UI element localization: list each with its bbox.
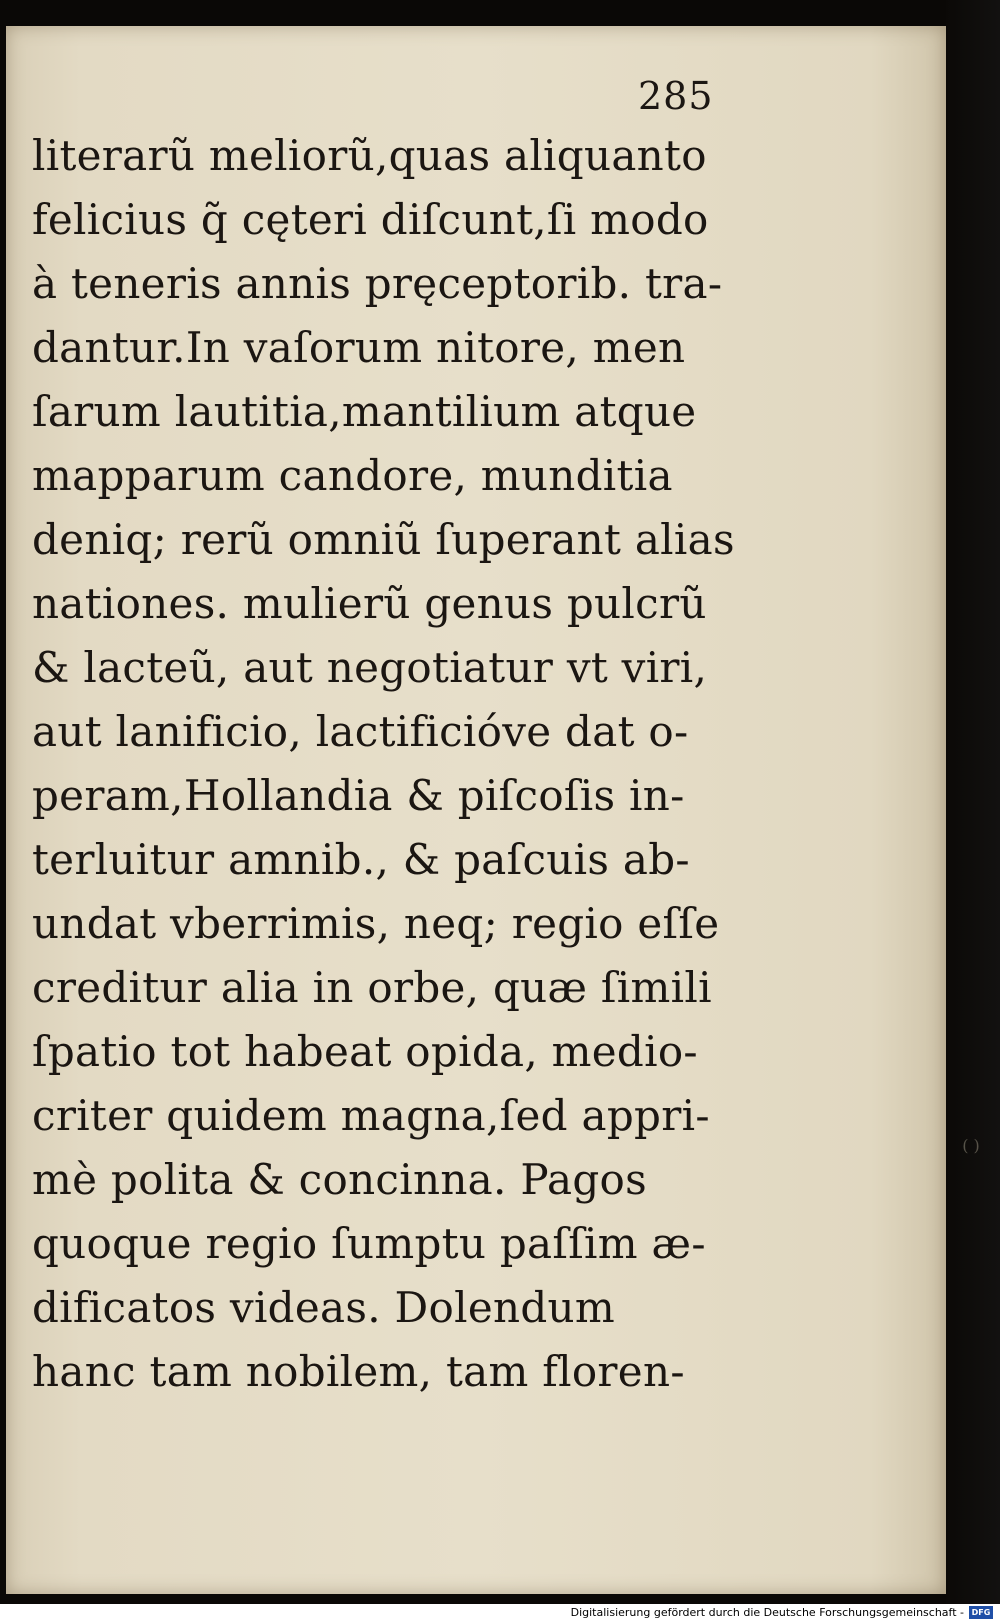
text-line: undat vberrimis, neq; regio eſſe [32,899,720,948]
text-line: dantur.In vaſorum nitore, men [32,323,686,372]
text-line: aut lanificio, lactificióve dat o- [32,707,689,756]
text-line: felicius q̃ cęteri diſcunt,ſi modo [32,195,709,244]
bracket-marks-icon: ( ) [962,1136,980,1155]
text-line: criter quidem magna,ſed appri- [32,1091,710,1140]
page-number: 285 [638,74,714,118]
text-line: terluitur amnib., & paſcuis ab- [32,835,690,884]
text-line: hanc tam nobilem, tam floren- [32,1347,685,1396]
text-line: peram,Hollandia & piſcoſis in- [32,771,685,820]
scan-background-right [946,0,1000,1621]
funding-credit: Digitalisierung gefördert durch die Deutsche Forschungsgemeinschaft - [570,1606,964,1619]
text-line: creditur alia in orbe, quæ ſimili [32,963,712,1012]
text-line: quoque regio ſumptu paſſim æ- [32,1219,706,1268]
book-page [6,26,949,1594]
text-line: à teneris annis pręceptorib. tra- [32,259,723,308]
text-line: literarũ meliorũ,quas aliquanto [32,131,707,180]
text-line: ſpatio tot habeat opida, medio- [32,1027,698,1076]
text-line: nationes. mulierũ genus pulcrũ [32,579,707,628]
text-line: mè polita & concinna. Pagos [32,1155,647,1204]
text-line: ſarum lautitia,mantilium atque [32,387,697,436]
dfg-logo-icon: DFG [969,1606,993,1619]
text-line: dificatos videas. Dolendum [32,1283,615,1332]
page-text-block [32,124,735,1404]
text-line: mapparum candore, munditia [32,451,673,500]
text-line: deniq; rerũ omniũ ſuperant alias [32,515,735,564]
text-line: & lacteũ, aut negotiatur vt viri, [32,643,708,692]
digitization-footer [0,1604,1000,1621]
